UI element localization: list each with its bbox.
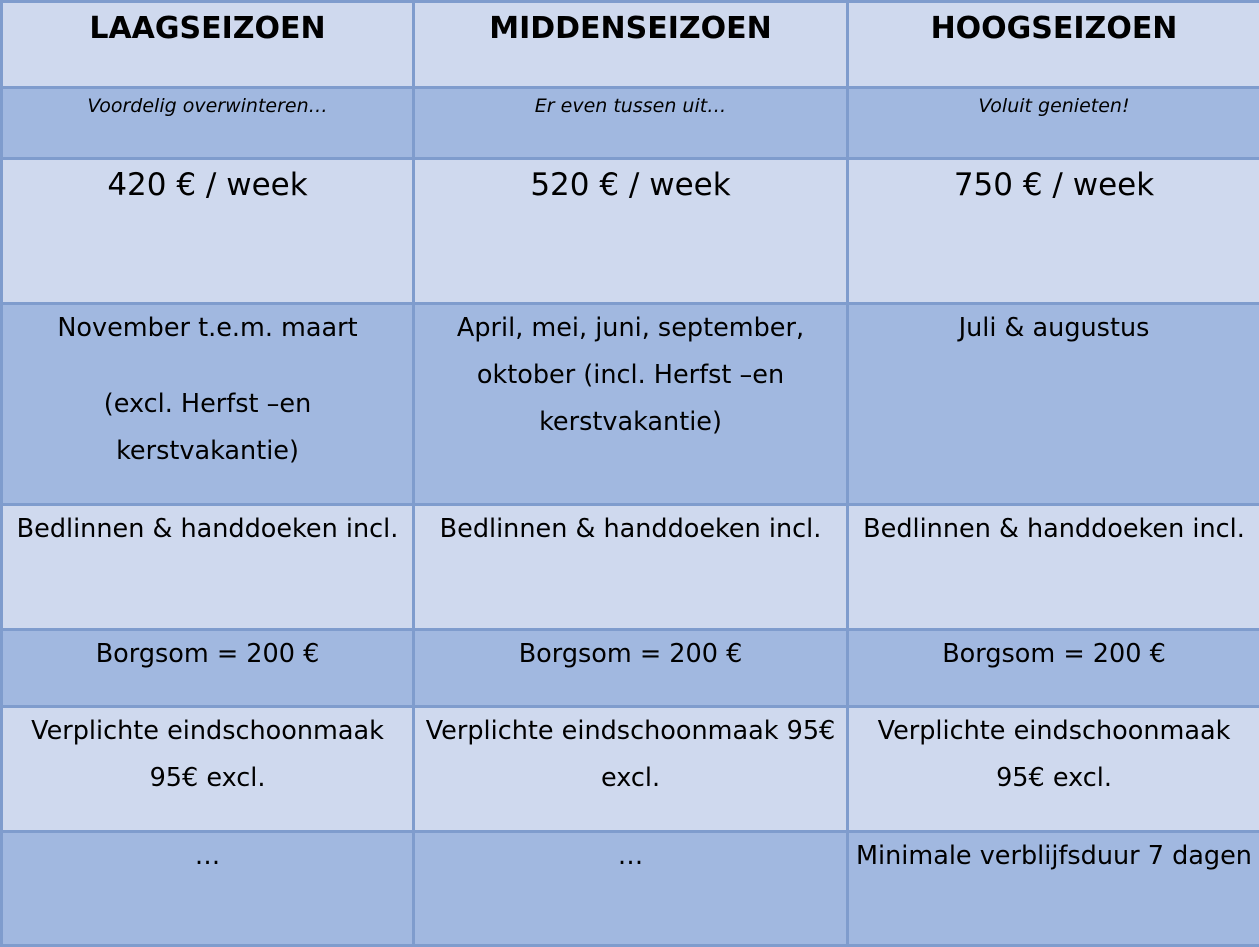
- extra-text: Minimale verblijfsduur 7 dagen: [855, 833, 1253, 880]
- weekly-price: 520 € / week: [421, 160, 840, 204]
- extra-cell: [2, 832, 414, 946]
- period-cell: [414, 304, 848, 505]
- cleaning-text: Verplichte eindschoonmaak 95€ excl.: [9, 708, 406, 802]
- period-row: [2, 304, 1259, 505]
- period-cell: [848, 304, 1259, 505]
- season-title: LAAGSEIZOEN: [9, 3, 406, 47]
- period-note: (excl. Herfst –en kerstvakantie): [9, 381, 406, 475]
- tagline-cell: [2, 88, 414, 159]
- period-text: April, mei, juni, september, oktober (incl. Herfst –en kerstvakantie): [421, 305, 840, 446]
- weekly-price: 420 € / week: [9, 160, 406, 204]
- period-text: Juli & augustus: [855, 305, 1253, 352]
- linen-text: Bedlinnen & handdoeken incl.: [421, 506, 840, 553]
- linen-text: Bedlinnen & handdoeken incl.: [9, 506, 406, 553]
- tagline-text: Voluit genieten!: [855, 89, 1253, 119]
- linen-row: [2, 505, 1259, 630]
- cleaning-text: Verplichte eindschoonmaak 95€ excl.: [855, 708, 1253, 802]
- tagline-cell: [414, 88, 848, 159]
- header-cell-high-season: [848, 2, 1259, 88]
- season-title: MIDDENSEIZOEN: [421, 3, 840, 47]
- header-row: [2, 2, 1259, 88]
- cleaning-cell: [414, 707, 848, 832]
- linen-cell: [848, 505, 1259, 630]
- deposit-row: [2, 630, 1259, 707]
- extra-text: …: [421, 833, 840, 880]
- deposit-text: Borgsom = 200 €: [421, 631, 840, 678]
- extra-row: [2, 832, 1259, 946]
- price-cell: [414, 159, 848, 304]
- cleaning-row: [2, 707, 1259, 832]
- deposit-cell: [414, 630, 848, 707]
- price-row: [2, 159, 1259, 304]
- deposit-cell: [848, 630, 1259, 707]
- deposit-text: Borgsom = 200 €: [9, 631, 406, 678]
- tagline-cell: [848, 88, 1259, 159]
- tagline-text: Er even tussen uit…: [421, 89, 840, 119]
- header-cell-mid-season: [414, 2, 848, 88]
- season-title: HOOGSEIZOEN: [855, 3, 1253, 47]
- deposit-cell: [2, 630, 414, 707]
- linen-cell: [2, 505, 414, 630]
- period-text: November t.e.m. maart: [9, 305, 406, 352]
- extra-cell: [848, 832, 1259, 946]
- linen-cell: [414, 505, 848, 630]
- extra-text: …: [9, 833, 406, 880]
- cleaning-cell: [2, 707, 414, 832]
- tagline-row: [2, 88, 1259, 159]
- period-cell: [2, 304, 414, 505]
- price-cell: [848, 159, 1259, 304]
- cleaning-text: Verplichte eindschoonmaak 95€ excl.: [421, 708, 840, 802]
- tagline-text: Voordelig overwinteren…: [9, 89, 406, 119]
- price-cell: [2, 159, 414, 304]
- cleaning-cell: [848, 707, 1259, 832]
- deposit-text: Borgsom = 200 €: [855, 631, 1253, 678]
- weekly-price: 750 € / week: [855, 160, 1253, 204]
- extra-cell: [414, 832, 848, 946]
- linen-text: Bedlinnen & handdoeken incl.: [855, 506, 1253, 553]
- header-cell-low-season: [2, 2, 414, 88]
